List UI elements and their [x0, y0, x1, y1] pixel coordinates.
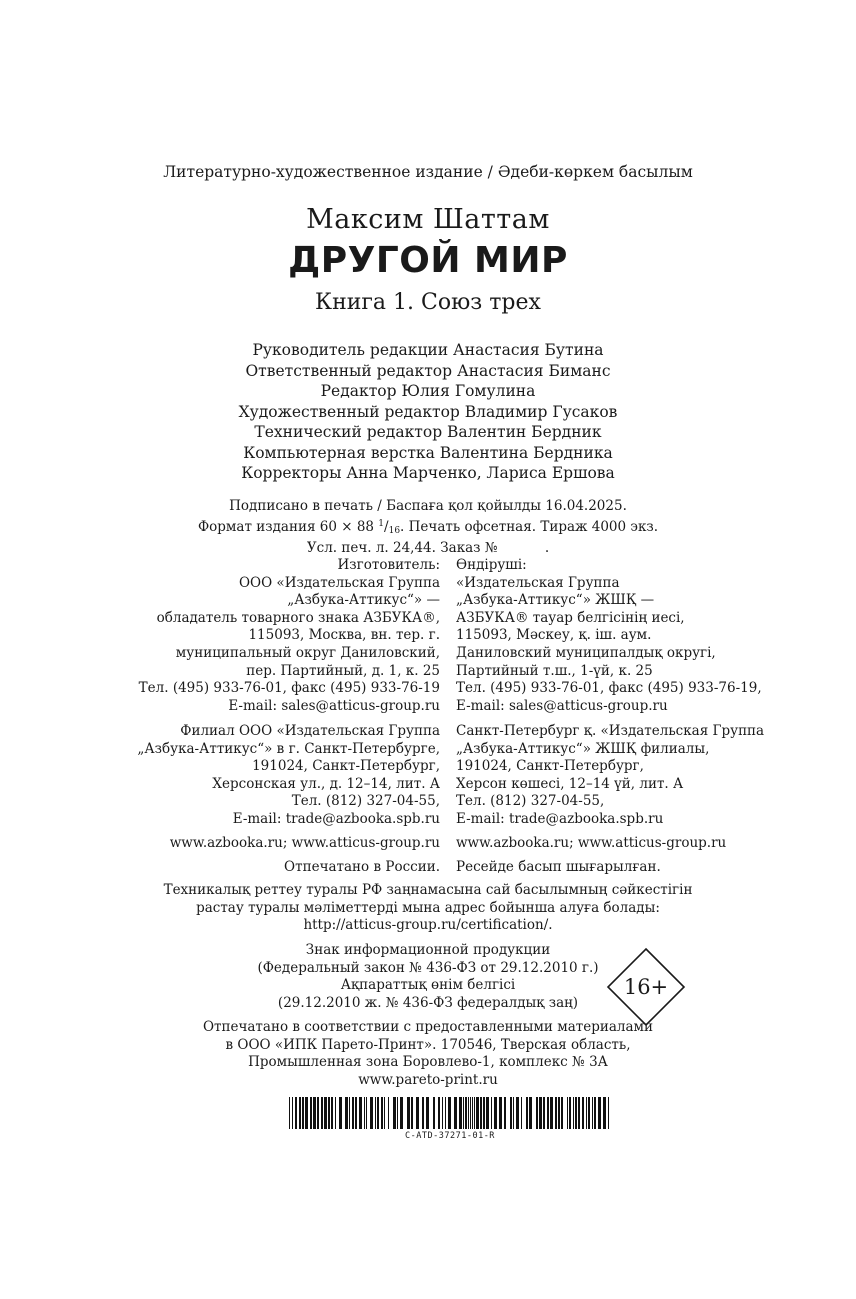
certification-info — [0, 882, 856, 935]
series-line: Литературно-художественное издание / Әдеби-көркем басылым — [163, 163, 693, 181]
barcode-bar — [521, 1097, 522, 1129]
manufacturer-kz-line: „Азбука-Аттикус“» ЖШҚ — — [456, 592, 655, 609]
author-name: Максим Шаттам — [306, 204, 550, 235]
barcode-bar — [598, 1097, 601, 1129]
branch-kz-line: 191024, Санкт-Петербург, — [456, 758, 644, 775]
printer-url: www.pareto-print.ru — [358, 1071, 498, 1088]
barcode-bar — [375, 1097, 376, 1129]
credit-line: Компьютерная верстка Валентина Бердника — [243, 443, 613, 462]
barcode-bar — [355, 1097, 357, 1129]
barcode-bar — [504, 1097, 506, 1129]
barcode-bar — [513, 1097, 514, 1129]
barcode-bar — [313, 1097, 316, 1129]
barcode-bar — [470, 1097, 471, 1129]
barcode-bar — [328, 1097, 330, 1129]
manufacturer-ru-line: E-mail: sales@atticus-group.ru — [228, 697, 440, 714]
barcode-bar — [582, 1097, 584, 1129]
format-line: Формат издания 60 × 88 $^1/_{16}$. Печать офсетная. Тираж 4000 экз. — [197, 518, 659, 536]
barcode-bar — [366, 1097, 367, 1129]
manufacturer-kz-line: Тел. (495) 933-76-01, факс (495) 933-76-19, — [456, 680, 762, 697]
barcode-bar — [339, 1097, 342, 1129]
barcode-bar — [448, 1097, 451, 1129]
credit-line: Ответственный редактор Анастасия Биманс — [245, 361, 611, 380]
barcode-bar — [603, 1097, 606, 1129]
format-suffix: . Печать офсетная. Тираж 4000 экз. — [400, 518, 659, 535]
barcode-bar — [573, 1097, 574, 1129]
branch-ru-line: 191024, Санкт-Петербург, — [252, 758, 440, 775]
printed-in-russia: Отпечатано в России. — [284, 859, 440, 875]
manufacturer-ru-line: пер. Партийный, д. 1, к. 25 — [246, 662, 440, 679]
barcode-bar — [472, 1097, 473, 1129]
barcode-bar — [516, 1097, 519, 1129]
age-info-line: (Федеральный закон № 436-ФЗ от 29.12.2010 г.) — [257, 959, 599, 976]
print-info — [0, 498, 856, 558]
fraction-numerator: 1 — [378, 518, 385, 529]
branch-kz-line: E-mail: trade@azbooka.spb.ru — [456, 810, 664, 827]
manufacturer-kz-line: E-mail: sales@atticus-group.ru — [456, 697, 668, 714]
branch-kz — [456, 723, 764, 829]
barcode-bar — [426, 1097, 429, 1129]
branch-ru-line: Тел. (812) 327-04-55, — [291, 793, 440, 810]
barcode-bar — [317, 1097, 319, 1129]
barcode-bar — [345, 1097, 348, 1129]
barcode-bar — [359, 1097, 362, 1129]
manufacturer-kz-line: Даниловский муниципалдық округі, — [456, 644, 716, 661]
barcode-bar — [393, 1097, 396, 1129]
barcode-bar — [558, 1097, 560, 1129]
credit-line: Корректоры Анна Марченко, Лариса Ершова — [241, 464, 615, 482]
manufacturer-ru-line: „Азбука-Аттикус“» — — [287, 592, 440, 609]
barcode-bar — [575, 1097, 577, 1129]
barcode-bar — [465, 1097, 467, 1129]
fraction-denominator: 16 — [388, 525, 401, 536]
branch-ru-line: „Азбука-Аттикус“» в г. Санкт-Петербурге, — [137, 740, 440, 757]
barcode-bar — [352, 1097, 354, 1129]
barcode-bar — [561, 1097, 563, 1129]
barcode-bar — [529, 1097, 532, 1129]
branch-ru-line: E-mail: trade@azbooka.spb.ru — [232, 810, 440, 827]
barcode-bar — [543, 1097, 545, 1129]
barcode-bar — [324, 1097, 327, 1129]
barcode-bar — [381, 1097, 383, 1129]
book-title: ДРУГОЙ МИР — [288, 240, 568, 281]
barcode-bar — [480, 1097, 482, 1129]
barcode-bar — [539, 1097, 542, 1129]
barcode-bar — [468, 1097, 469, 1129]
manufacturer-ru-line: ООО «Издательская Группа — [238, 574, 440, 591]
barcode-bar — [594, 1097, 596, 1129]
printer-line: Отпечатано в соответствии с предоставленными материалами — [202, 1019, 654, 1035]
barcode-bar — [474, 1097, 475, 1129]
format-prefix: Формат издания 60 × 88 — [197, 518, 374, 535]
printer-line: в ООО «ИПК Парето-Принт». 170546, Тверская область, — [225, 1036, 631, 1053]
barcode-bar — [397, 1097, 398, 1129]
barcode-bar — [370, 1097, 373, 1129]
barcode-bar — [388, 1097, 389, 1129]
manufacturer-ru-line: Тел. (495) 933-76-01, факс (495) 933-76-19 — [138, 680, 440, 697]
book-subtitle: Книга 1. Союз трех — [315, 290, 541, 315]
barcode-bar — [310, 1097, 312, 1129]
barcode-bar — [555, 1097, 557, 1129]
barcode-bar — [586, 1097, 587, 1129]
manufacturer-ru-line: 115093, Москва, вн. тер. г. — [248, 627, 440, 644]
barcode-bar — [463, 1097, 464, 1129]
barcode-bar — [588, 1097, 590, 1129]
barcode-bar — [292, 1097, 293, 1129]
printer-info — [0, 1019, 856, 1089]
barcode-bar — [547, 1097, 549, 1129]
branch-kz-line: „Азбука-Аттикус“» ЖШҚ филиалы, — [456, 740, 710, 757]
barcode-bar — [321, 1097, 323, 1129]
editorial-credits — [0, 340, 856, 484]
printer-line: Промышленная зона Боровлево-1, комплекс № 3А — [248, 1054, 608, 1070]
age-info — [0, 942, 856, 1012]
age-info-line: (29.12.2010 ж. № 436-ФЗ федералдық заң) — [277, 994, 579, 1011]
age-info-line: Ақпараттық өнім белгісі — [340, 977, 516, 993]
websites-right: www.azbooka.ru; www.atticus-group.ru — [456, 835, 727, 851]
barcode-bar — [491, 1097, 492, 1129]
manufacturer-kz-line: Өндіруші: — [456, 557, 527, 573]
barcode-bar — [400, 1097, 403, 1129]
signed-line: Подписано в печать / Баспаға қол қойылды 16.04.2025. — [229, 498, 627, 514]
printed-in-russia-kz: Ресейде басып шығарылған. — [456, 859, 661, 875]
barcode-bar — [608, 1097, 609, 1129]
manufacturer-kz-line: 115093, Мәскеу, қ. іш. аум. — [456, 627, 652, 644]
manufacturer-kz-line: «Издательская Группа — [456, 574, 620, 591]
certification-line: Техникалық реттеу туралы РФ заңнамасына сай басылымның сәйкестігін — [163, 882, 693, 898]
barcode-bar — [454, 1097, 457, 1129]
barcode-bar — [476, 1097, 479, 1129]
sheets-line: Усл. печ. л. 24,44. Заказ № . — [306, 540, 550, 556]
barcode-icon — [289, 1097, 611, 1129]
age-rating-badge — [606, 947, 686, 1027]
credit-line: Технический редактор Валентин Бердник — [254, 423, 602, 441]
certification-url: http://atticus-group.ru/certification/. — [303, 917, 553, 933]
manufacturer-ru-line: муниципальный округ Даниловский, — [175, 644, 440, 661]
manufacturer-ru — [139, 557, 440, 715]
credit-line: Редактор Юлия Гомулина — [320, 382, 536, 400]
barcode-bar — [289, 1097, 290, 1129]
branch-ru — [137, 723, 440, 829]
barcode-bar — [433, 1097, 435, 1129]
branch-kz-line: Херсон көшесі, 12–14 үй, лит. А — [456, 775, 684, 792]
branch-kz-line: Тел. (812) 327-04-55, — [456, 793, 605, 810]
barcode-bar — [302, 1097, 304, 1129]
manufacturer-kz-line: АЗБУКА® тауар белгісінің иесі, — [456, 609, 685, 626]
certification-line: растау туралы мәліметтерді мына адрес бойынша алуға болады: — [196, 899, 660, 916]
barcode-bar — [349, 1097, 350, 1129]
barcode-bar — [483, 1097, 485, 1129]
barcode-bar — [299, 1097, 301, 1129]
barcode-bar — [550, 1097, 553, 1129]
barcode-bar — [422, 1097, 424, 1129]
barcode-bar — [445, 1097, 446, 1129]
manufacturer-ru-line: обладатель товарного знака АЗБУКА®, — [156, 609, 440, 626]
barcode-bar — [364, 1097, 365, 1129]
barcode-bar — [384, 1097, 385, 1129]
branch-kz-line: Санкт-Петербург қ. «Издательская Группа — [456, 723, 765, 739]
barcode-bar — [592, 1097, 593, 1129]
barcode-bar — [335, 1097, 336, 1129]
barcode-bar — [377, 1097, 379, 1129]
branch-ru-line: Херсонская ул., д. 12–14, лит. А — [212, 775, 440, 792]
barcode-bar — [494, 1097, 497, 1129]
barcode-bar — [578, 1097, 580, 1129]
manufacturer-kz-line: Партийный т.ш., 1-үй, к. 25 — [456, 662, 653, 679]
age-info-line: Знак информационной продукции — [305, 942, 551, 958]
barcode-bar — [295, 1097, 297, 1129]
barcode-bar — [526, 1097, 528, 1129]
barcode-bar — [407, 1097, 410, 1129]
barcode-bar — [331, 1097, 333, 1129]
barcode-bar — [567, 1097, 568, 1129]
credit-line: Художественный редактор Владимир Гусаков — [238, 402, 618, 421]
barcode-bar — [305, 1097, 308, 1129]
manufacturer-kz — [456, 557, 762, 715]
barcode-bar — [416, 1097, 419, 1129]
barcode-bar — [499, 1097, 502, 1129]
websites-left: www.azbooka.ru; www.atticus-group.ru — [169, 835, 440, 851]
manufacturer-ru-line: Изготовитель: — [337, 557, 440, 573]
barcode-bar — [536, 1097, 538, 1129]
age-rating-text: 16+ — [623, 975, 669, 999]
barcode-label: C-ATD-37271-01-R — [405, 1131, 495, 1141]
barcode-bar — [510, 1097, 512, 1129]
barcode-bar — [459, 1097, 462, 1129]
barcode-bar — [442, 1097, 443, 1129]
branch-ru-line: Филиал ООО «Издательская Группа — [180, 723, 440, 739]
barcode-bar — [486, 1097, 489, 1129]
credit-line: Руководитель редакции Анастасия Бутина — [252, 341, 604, 359]
barcode-bar — [438, 1097, 440, 1129]
barcode-bar — [411, 1097, 413, 1129]
barcode-bar — [569, 1097, 571, 1129]
